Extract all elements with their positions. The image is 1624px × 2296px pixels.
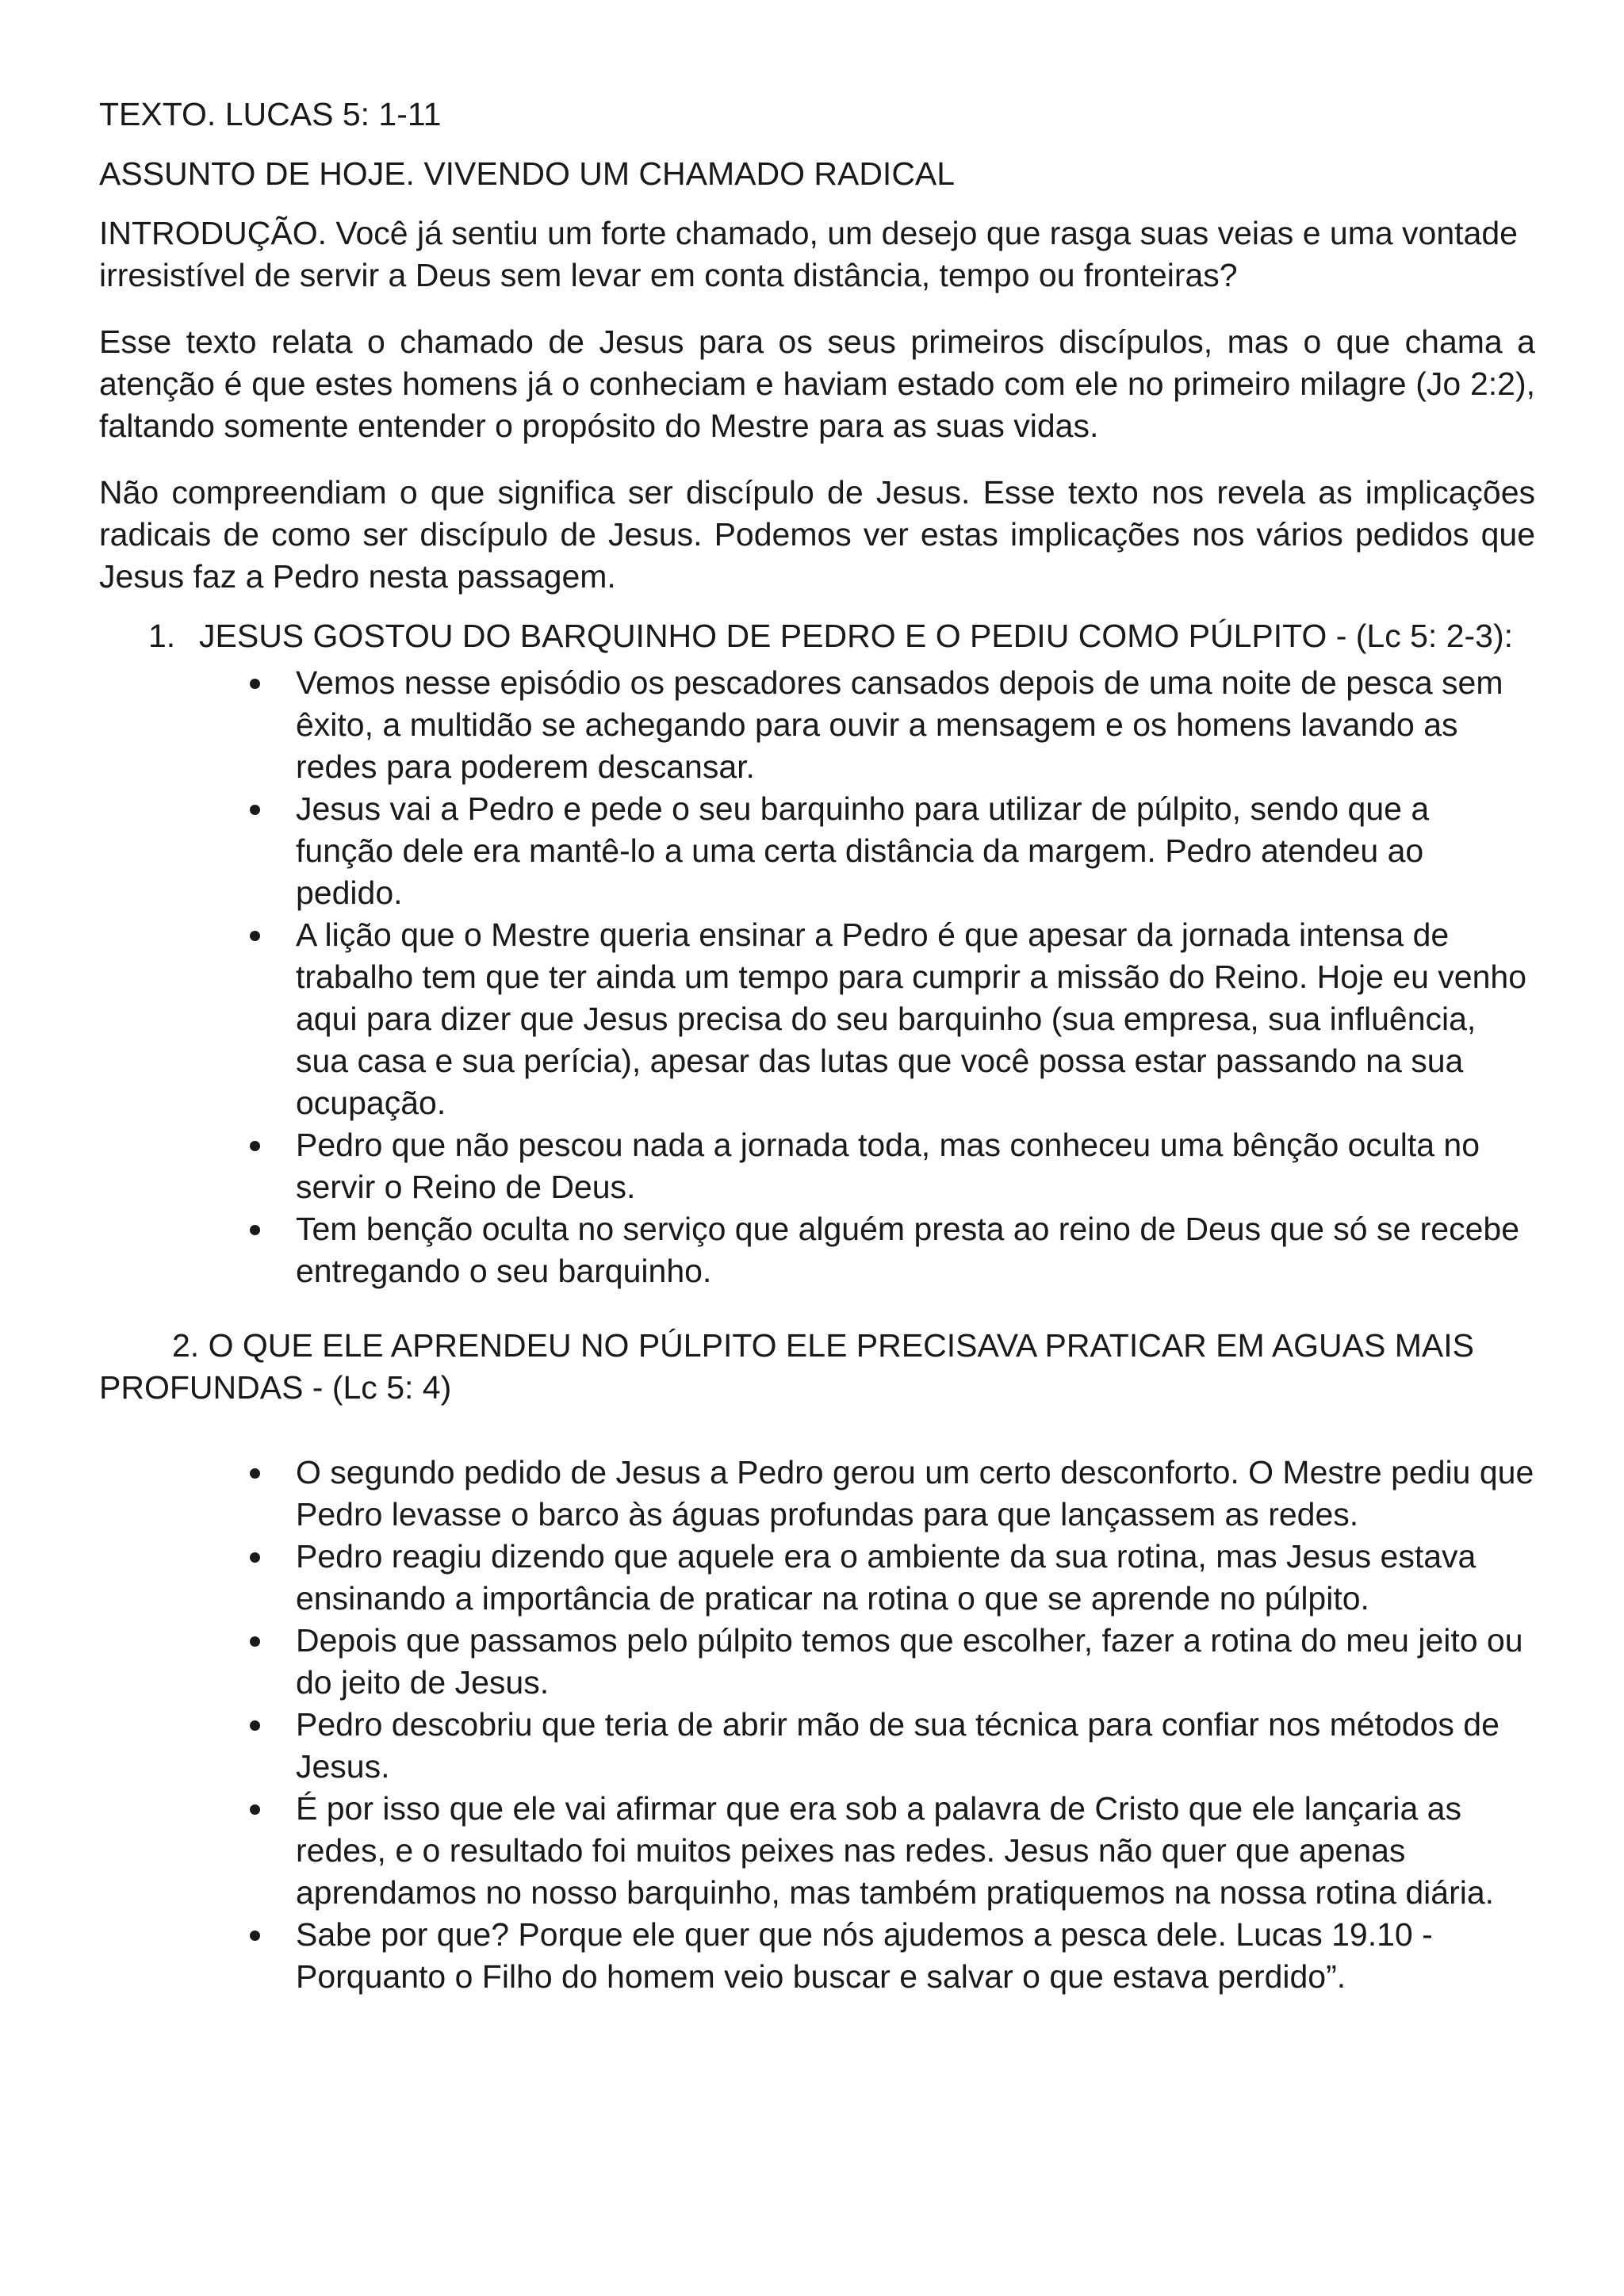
bullet-icon — [250, 1931, 260, 1941]
body-paragraph-2: Não compreendiam o que significa ser discípulo de Jesus. Esse texto nos revela as implicações radicais de como ser discípulo de Jesus. Podemos ver estas implicações nos vários pedidos que Jesus faz a Pedro nesta passagem. — [99, 474, 1535, 595]
list-item: Sabe por que? Porque ele quer que nós ajudemos a pesca dele. Lucas 19.10 - Porquanto o Filho do homem veio buscar e salvar o que estava perdido”. — [296, 1914, 1535, 1998]
list-item: Jesus vai a Pedro e pede o seu barquinho para utilizar de púlpito, sendo que a função dele era mantê-lo a uma certa distância da margem. Pedro atendeu ao pedido. — [296, 788, 1535, 914]
list-item: Vemos nesse episódio os pescadores cansados depois de uma noite de pesca sem êxito, a multidão se achegando para ouvir a mensagem e os homens lavando as redes para poderem descansar. — [296, 662, 1535, 788]
introducao-paragraph: INTRODUÇÃO. Você já sentiu um forte chamado, um desejo que rasga suas veias e uma vontade irresistível de servir a Deus sem levar em conta distância, tempo ou fronteiras? — [99, 215, 1518, 293]
list-item: Pedro que não pescou nada a jornada toda, mas conheceu uma bênção oculta no servir o Reino de Deus. — [296, 1124, 1535, 1208]
bullet-icon — [250, 1141, 260, 1151]
section-1-title: JESUS GOSTOU DO BARQUINHO DE PEDRO E O PEDIU COMO PÚLPITO - (Lc 5: 2-3): — [199, 618, 1513, 654]
section-2-list — [99, 1452, 1535, 1998]
bullet-icon — [250, 679, 260, 689]
list-item: É por isso que ele vai afirmar que era sob a palavra de Cristo que ele lançaria as redes, e o resultado foi muitos peixes nas redes. Jesus não quer que apenas aprendamos no nosso barquinho, mas também pratiquemos na nossa rotina diária. — [296, 1788, 1535, 1914]
bullet-icon — [250, 1468, 260, 1479]
bullet-icon — [250, 1552, 260, 1563]
bullet-icon — [250, 1225, 260, 1235]
bullet-icon — [250, 931, 260, 941]
list-item: Pedro reagiu dizendo que aquele era o ambiente da sua rotina, mas Jesus estava ensinando a importância de praticar na rotina o que se aprende no púlpito. — [296, 1536, 1535, 1620]
body-paragraph-1: Esse texto relata o chamado de Jesus para os seus primeiros discípulos, mas o que chama a atenção é que estes homens já o conheciam e haviam estado com ele no primeiro milagre (Jo 2:2), faltando somente entender o propósito do Mestre para as suas vidas. — [99, 323, 1535, 444]
list-item: O segundo pedido de Jesus a Pedro gerou um certo desconforto. O Mestre pediu que Pedro levasse o barco às águas profundas para que lançassem as redes. — [296, 1452, 1535, 1536]
bullet-icon — [250, 1720, 260, 1731]
texto-reference: TEXTO. LUCAS 5: 1-11 — [99, 96, 442, 132]
bullet-icon — [250, 1804, 260, 1815]
section-1-number: 1. — [148, 618, 176, 654]
list-item: Depois que passamos pelo púlpito temos que escolher, fazer a rotina do meu jeito ou do jeito de Jesus. — [296, 1620, 1535, 1704]
list-item: Pedro descobriu que teria de abrir mão de sua técnica para confiar nos métodos de Jesus. — [296, 1704, 1535, 1788]
bullet-icon — [250, 805, 260, 815]
section-1-heading — [99, 615, 1535, 657]
assunto-heading: ASSUNTO DE HOJE. VIVENDO UM CHAMADO RADICAL — [99, 155, 956, 192]
section-2-heading: 2. O QUE ELE APRENDEU NO PÚLPITO ELE PRECISAVA PRATICAR EM AGUAS MAIS PROFUNDAS - (Lc 5: 4) — [99, 1327, 1474, 1406]
list-item: A lição que o Mestre queria ensinar a Pedro é que apesar da jornada intensa de trabalho tem que ter ainda um tempo para cumprir a missão do Reino. Hoje eu venho aqui para dizer que Jesus precisa do seu barquinho (sua empresa, sua influência, sua casa e sua perícia), apesar das lutas que você possa estar passando na sua ocupação. — [296, 914, 1535, 1124]
list-item: Tem benção oculta no serviço que alguém presta ao reino de Deus que só se recebe entregando o seu barquinho. — [296, 1208, 1535, 1292]
bullet-icon — [250, 1636, 260, 1647]
section-1-list — [99, 662, 1535, 1292]
